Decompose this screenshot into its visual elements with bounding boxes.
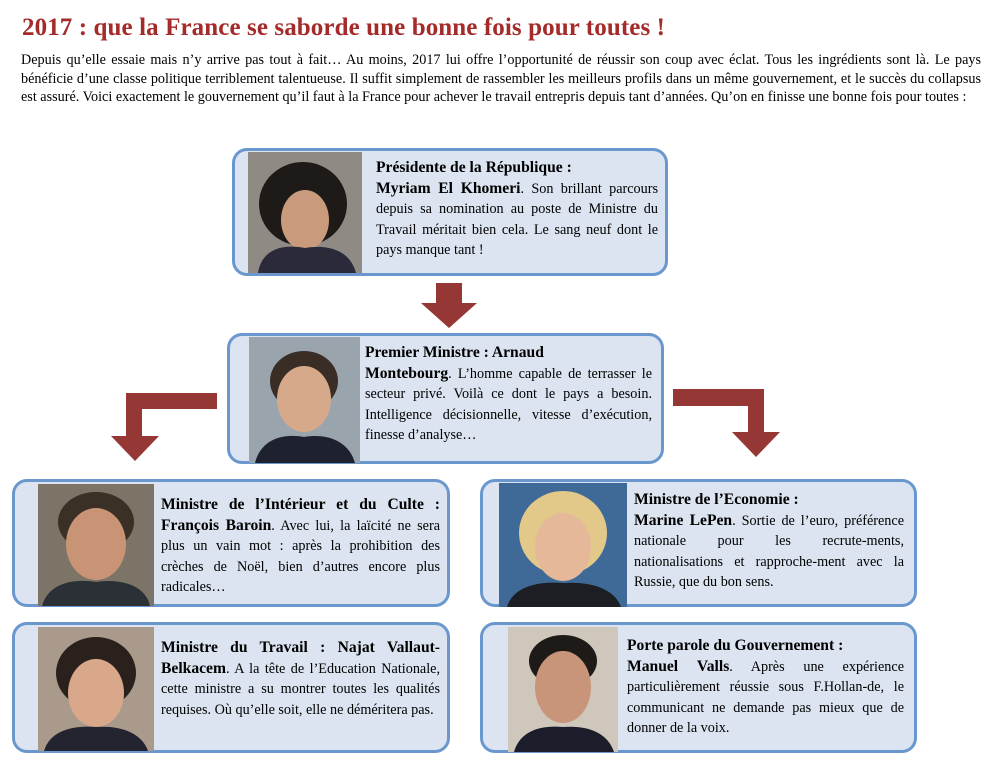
portrait-porteparole: [508, 627, 618, 752]
node-president-name: Myriam El Khomeri: [376, 179, 521, 197]
node-porteparole-name: Manuel Valls: [627, 657, 730, 675]
node-travail-desc: . A la tête de l’Education Nationale, cette ministre a su montrer toutes les qualités requises. Où qu’elle soit, elle ne déméritera pas.: [161, 660, 440, 718]
node-interieur: [12, 479, 450, 607]
portrait-premier-image: [249, 337, 360, 463]
node-travail-text: [161, 638, 440, 720]
node-premier-text: [365, 343, 652, 446]
portrait-premier: [249, 337, 360, 463]
node-travail-role: Ministre du Travail : Najat Vallaut-Belkacem: [161, 639, 440, 677]
node-premier-name: Montebourg: [365, 364, 449, 382]
node-economie: [480, 479, 917, 607]
node-interieur-text: [161, 495, 440, 598]
node-travail: [12, 622, 450, 753]
portrait-travail-image: [38, 627, 154, 751]
node-porteparole: [480, 622, 917, 753]
portrait-interieur-image: [38, 484, 154, 606]
portrait-economie-image: [499, 483, 627, 607]
node-porteparole-role: Porte parole du Gouvernement :: [627, 637, 844, 654]
portrait-president-image: [248, 152, 362, 273]
portrait-president: [248, 152, 362, 273]
page-title: 2017 : que la France se saborde une bonne fois pour toutes !: [22, 14, 666, 41]
node-economie-desc: . Sortie de l’euro, préférence nationale pour les recrute-ments, nationalisations et rapproche-ment avec la Russie, que du bon sens.: [634, 512, 904, 590]
arrow-elbow-right: [672, 386, 784, 458]
node-president-text: [376, 158, 658, 261]
node-president-role: Présidente de la République :: [376, 159, 572, 176]
node-president-desc: . Son brillant parcours depuis sa nomination au poste de Ministre du Travail méritait bien cela. Le sang neuf dont le pays manque tant !: [376, 180, 658, 258]
node-economie-name: Marine LePen: [634, 511, 733, 529]
node-interieur-role: Ministre de l’Intérieur et du Culte : François Baroin: [161, 496, 440, 534]
node-premier: [227, 333, 664, 464]
node-premier-desc: . L’homme capable de terrasser le secteur privé. Voilà ce dont le pays a besoin. Intelligence décisionnelle, vitesse d’exécution, finesse d’analyse…: [365, 365, 652, 443]
arrow-elbow-left: [106, 390, 218, 462]
portrait-interieur: [38, 484, 154, 606]
portrait-economie: [499, 483, 627, 607]
arrow-down-center: [419, 283, 479, 329]
node-economie-role: Ministre de l’Economie :: [634, 491, 799, 508]
portrait-porteparole-image: [508, 627, 618, 752]
node-interieur-desc: . Avec lui, la laïcité ne sera plus un vain mot : après la prohibition des crèches de Noël, bien d’autres encore plus radicales…: [161, 517, 440, 595]
node-premier-role: Premier Ministre : Arnaud: [365, 344, 544, 361]
node-economie-text: [634, 490, 904, 593]
node-porteparole-text: [627, 636, 904, 739]
portrait-travail: [38, 627, 154, 751]
node-president: [232, 148, 668, 276]
node-porteparole-desc: . Après une expérience particulièrement réussie sous F.Hollan-de, le communicant ne demande pas mieux que de donner de la voix.: [627, 658, 904, 736]
intro-paragraph: Depuis qu’elle essaie mais n’y arrive pas tout à fait… Au moins, 2017 lui offre l’opportunité de réussir son coup avec éclat. Tous les ingrédients sont là. Le pays bénéficie d’une classe politique terriblement talentueuse. Il suffit simplement de rassembler les meilleurs profils dans un même gouvernement, et le succès du collapsus est assuré. Voici exactement le gouvernement qu’il faut à la France pour achever le travail entrepris depuis tant d’années. Qu’on en finisse une bonne fois pour toutes :: [21, 52, 981, 106]
